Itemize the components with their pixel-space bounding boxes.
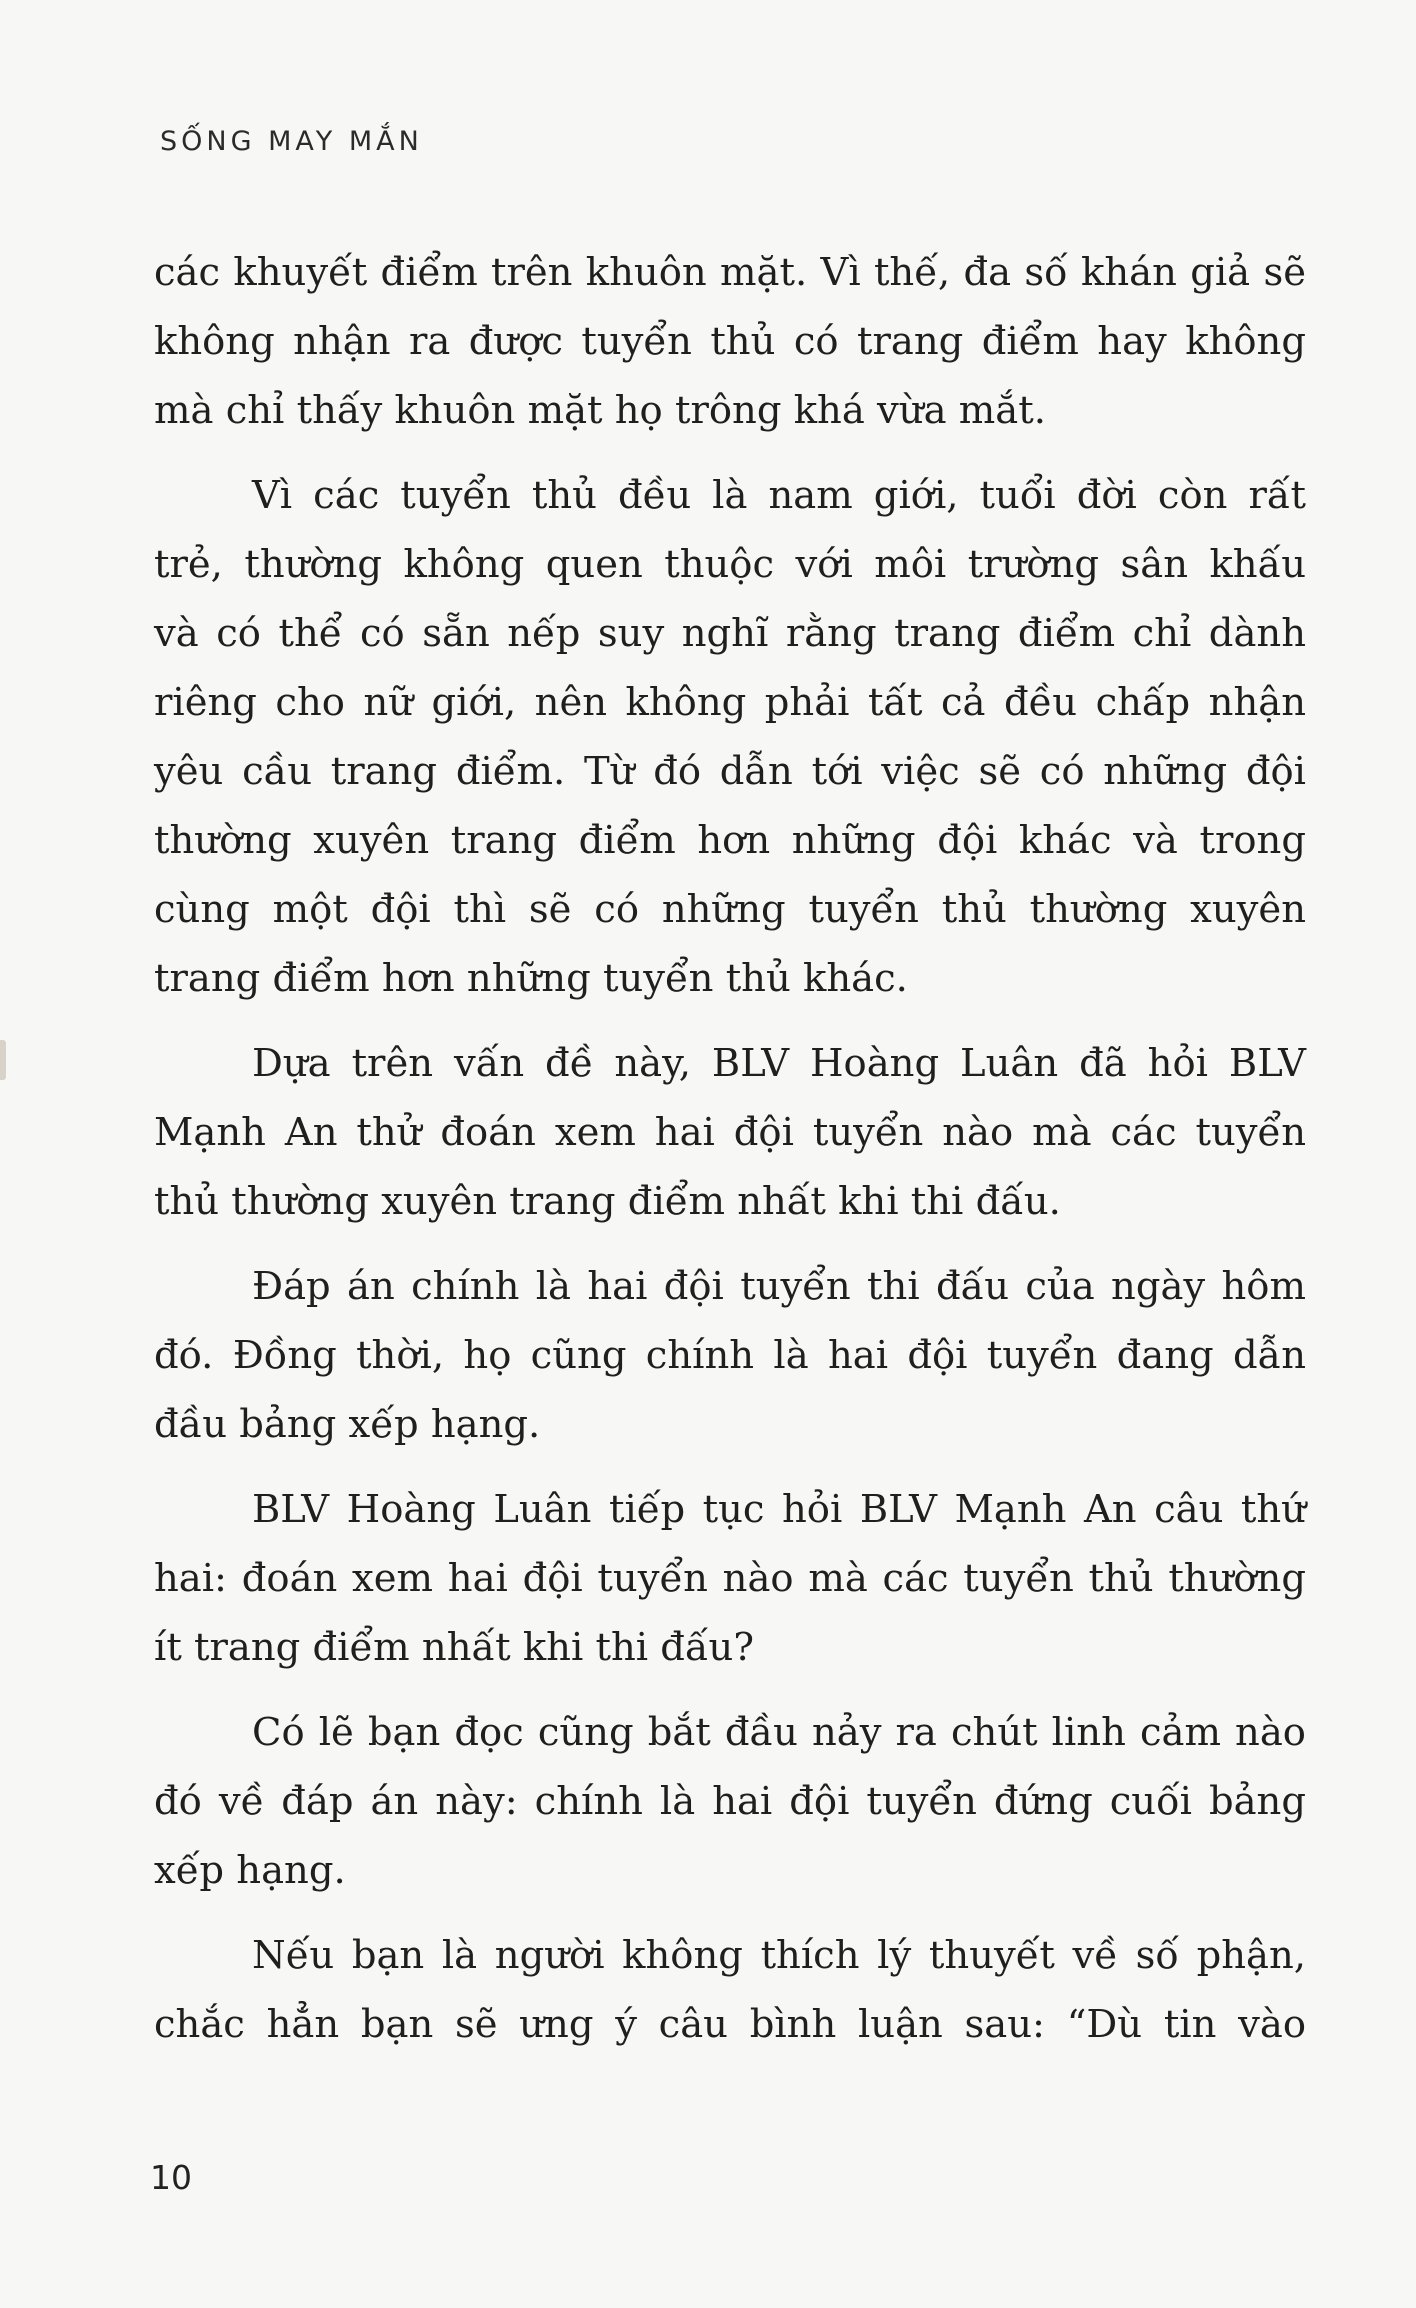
paragraph-4 <box>154 1252 1306 1459</box>
text-line: mà chỉ thấy khuôn mặt họ trông khá vừa mắt. <box>154 388 1046 433</box>
text-line: Mạnh An thử đoán xem hai đội tuyển nào mà các tuyển <box>154 1110 1306 1155</box>
text-line: Vì các tuyển thủ đều là nam giới, tuổi đời còn rất <box>252 473 1306 518</box>
paragraph-5 <box>154 1475 1306 1682</box>
text-line: thủ thường xuyên trang điểm nhất khi thi đấu. <box>154 1179 1061 1224</box>
text-line: đó về đáp án này: chính là hai đội tuyển đứng cuối bảng <box>154 1779 1306 1824</box>
text-line: không nhận ra được tuyển thủ có trang điểm hay không <box>154 319 1306 364</box>
text-line: cùng một đội thì sẽ có những tuyển thủ thường xuyên <box>154 887 1306 932</box>
scan-edge-mark <box>0 1040 6 1080</box>
paragraph-3 <box>154 1029 1306 1236</box>
text-line: các khuyết điểm trên khuôn mặt. Vì thế, đa số khán giả sẽ <box>154 250 1306 295</box>
text-line: riêng cho nữ giới, nên không phải tất cả đều chấp nhận <box>154 680 1306 725</box>
text-line: đầu bảng xếp hạng. <box>154 1402 541 1447</box>
text-line: trẻ, thường không quen thuộc với môi trường sân khấu <box>154 542 1306 587</box>
body-text <box>154 238 1306 2059</box>
text-line: Dựa trên vấn đề này, BLV Hoàng Luân đã hỏi BLV <box>252 1041 1306 1086</box>
paragraph-7 <box>154 1921 1306 2059</box>
page-number: 10 <box>150 2158 192 2197</box>
running-header: SỐNG MAY MẮN <box>160 126 423 157</box>
text-line: ít trang điểm nhất khi thi đấu? <box>154 1625 754 1670</box>
text-line: đó. Đồng thời, họ cũng chính là hai đội tuyển đang dẫn <box>154 1333 1306 1378</box>
text-line: hai: đoán xem hai đội tuyển nào mà các tuyển thủ thường <box>154 1556 1306 1601</box>
text-line: trang điểm hơn những tuyển thủ khác. <box>154 956 908 1001</box>
text-line: và có thể có sẵn nếp suy nghĩ rằng trang điểm chỉ dành <box>154 611 1306 656</box>
text-line: yêu cầu trang điểm. Từ đó dẫn tới việc sẽ có những đội <box>154 749 1306 794</box>
text-line: Có lẽ bạn đọc cũng bắt đầu nảy ra chút linh cảm nào <box>252 1710 1306 1755</box>
text-line: thường xuyên trang điểm hơn những đội khác và trong <box>154 818 1306 863</box>
text-line: xếp hạng. <box>154 1848 346 1893</box>
paragraph-6 <box>154 1698 1306 1905</box>
text-line: BLV Hoàng Luân tiếp tục hỏi BLV Mạnh An câu thứ <box>252 1487 1306 1532</box>
text-line: Nếu bạn là người không thích lý thuyết về số phận, <box>252 1933 1306 1978</box>
text-line: Đáp án chính là hai đội tuyển thi đấu của ngày hôm <box>252 1264 1306 1309</box>
paragraph-2 <box>154 461 1306 1013</box>
paragraph-1 <box>154 238 1306 445</box>
text-line: chắc hẳn bạn sẽ ưng ý câu bình luận sau: “Dù tin vào <box>154 2002 1306 2047</box>
